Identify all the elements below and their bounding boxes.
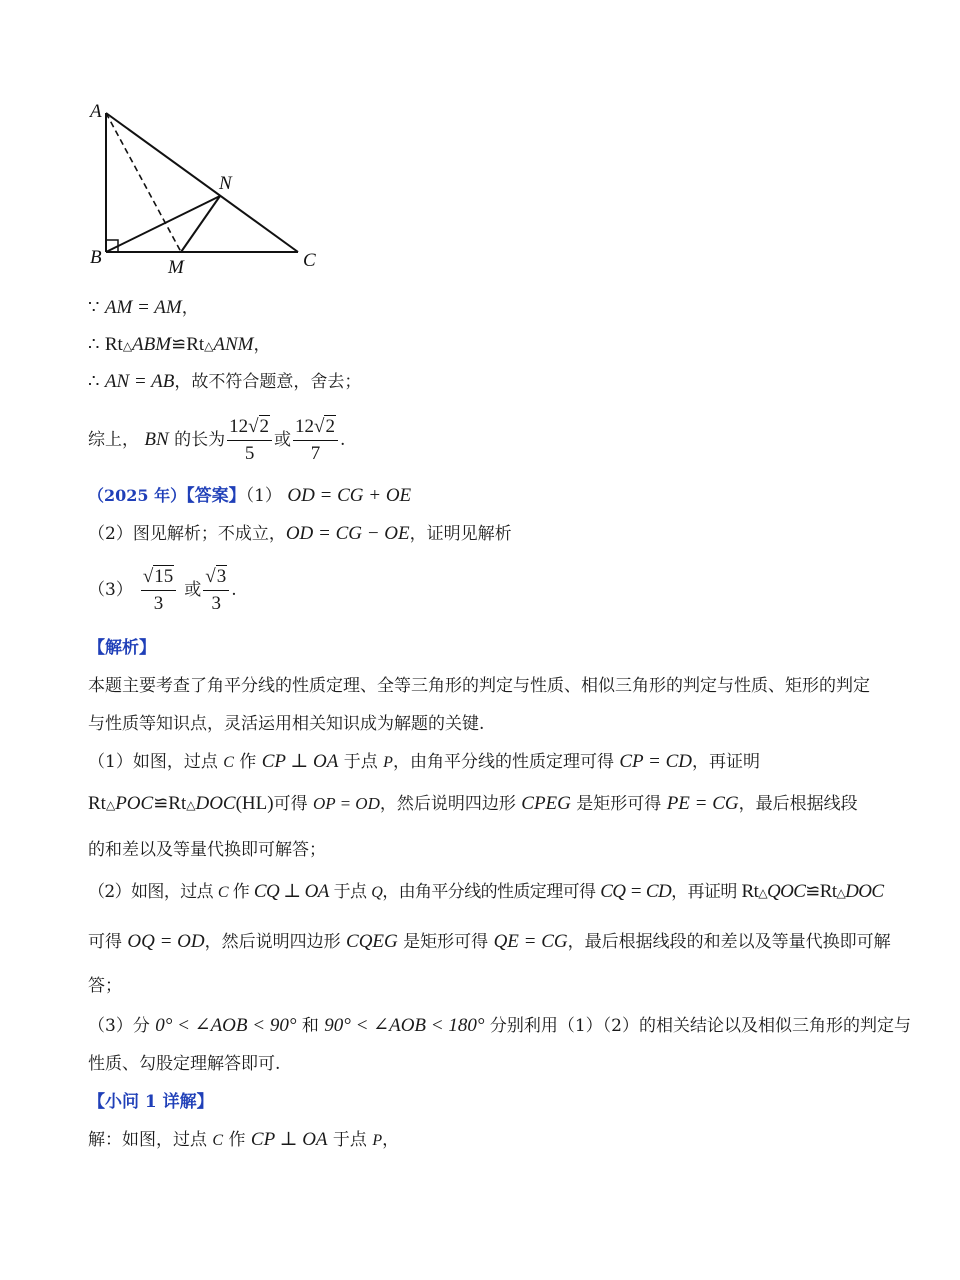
point: C <box>217 884 228 901</box>
radicand: 3 <box>216 565 227 587</box>
point: Q <box>371 884 383 901</box>
segment-AM-dashed <box>106 113 181 252</box>
punct: ， <box>253 335 271 355</box>
analysis-part-2 <box>88 880 884 905</box>
segment-AC <box>106 113 298 252</box>
part-label: （1） <box>245 486 282 506</box>
label-M: M <box>168 257 184 278</box>
sqrt-icon: √ <box>205 565 216 587</box>
sqrt-icon: √ <box>248 415 259 437</box>
equation: AN = AB <box>104 371 175 392</box>
text: ，再证明 <box>692 752 761 772</box>
rt-label: Rt <box>741 881 759 902</box>
text: 于点 <box>328 882 372 902</box>
analysis-part-3 <box>88 1014 911 1038</box>
equation: OD = CG − OE <box>285 523 410 544</box>
text: 可得 <box>88 932 128 952</box>
equation: PE = CG <box>666 793 739 814</box>
radicand: 2 <box>259 415 270 437</box>
segment-BN <box>106 196 220 252</box>
text: 是矩形可得 <box>397 932 494 952</box>
analysis-part-3-end: 性质、勾股定理解答即可. <box>88 1054 281 1074</box>
therefore-symbol: ∴ <box>88 334 100 355</box>
text: （2）如图，过点 <box>88 882 218 902</box>
quad-name: CQEG <box>346 931 398 952</box>
triangle-name: QOC <box>766 881 806 902</box>
congruent-symbol: ≌ <box>805 881 820 902</box>
text: ，再证明 <box>671 882 742 902</box>
therefore-symbol: ∴ <box>88 371 100 392</box>
sqrt-icon: √ <box>314 415 325 437</box>
punct: . <box>231 580 237 600</box>
rt-label: Rt <box>168 793 187 814</box>
text: （3）分 <box>88 1016 156 1036</box>
text: 综上， <box>88 430 139 450</box>
equation: CQ ⊥ OA <box>253 881 329 902</box>
label-B: B <box>90 247 102 268</box>
equation: OP = OD <box>312 794 380 813</box>
answer-tag: 【答案】 <box>186 486 246 506</box>
inequality: 0° < ∠AOB < 90° <box>155 1015 297 1036</box>
answer-line <box>88 484 411 508</box>
text: 分别利用（1）（2）的相关结论以及相似三角形的判定与 <box>484 1016 911 1036</box>
punct: ， <box>181 298 199 318</box>
congruent-symbol: ≌ <box>153 793 169 814</box>
label-N: N <box>219 173 232 194</box>
fraction-1 <box>227 415 272 467</box>
triangle-name: ABM <box>132 334 172 355</box>
geometry-figure <box>80 95 340 285</box>
equation: OD = CG + OE <box>287 485 412 506</box>
fraction-1 <box>141 565 176 617</box>
because-symbol: ∵ <box>88 297 100 318</box>
equation: CP ⊥ OA <box>261 751 339 772</box>
analysis-part-1-end: 的和差以及等量代换即可解答； <box>88 840 326 860</box>
text: 作 <box>227 882 254 902</box>
text: （1）如图，过点 <box>88 752 224 772</box>
text: ， <box>382 1130 400 1150</box>
point: P <box>383 754 393 771</box>
equation: AM = AM <box>104 297 182 318</box>
analysis-paragraph-2: 与性质等知识点，灵活运用相关知识成为解题的关键. <box>88 714 485 734</box>
text: 图见解析；不成立， <box>132 524 286 544</box>
segment-MN <box>181 196 220 252</box>
proof-line-1 <box>88 296 199 320</box>
fraction-2 <box>293 415 338 467</box>
text: 于点 <box>327 1130 373 1150</box>
text: ，故不符合题意，舍去； <box>174 372 362 392</box>
triangle-icon: △ <box>122 339 133 353</box>
equation: OQ = OD <box>127 931 205 952</box>
denominator: 5 <box>244 442 255 464</box>
text: ，然后说明四边形 <box>204 932 347 952</box>
triangle-name: ANM <box>213 334 254 355</box>
rt-label: Rt <box>186 334 205 355</box>
inequality: 90° < ∠AOB < 180° <box>324 1015 485 1036</box>
text: 解：如图，过点 <box>88 1130 213 1150</box>
equation: QE = CG <box>493 931 568 952</box>
text: 或 <box>184 580 202 600</box>
rt-label: Rt <box>819 881 837 902</box>
triangle-icon: △ <box>836 886 846 900</box>
text: 的长为 <box>174 430 226 450</box>
analysis-heading: 【解析】 <box>88 638 156 658</box>
solution-line-1 <box>88 1128 399 1153</box>
analysis-paragraph-1: 本题主要考查了角平分线的性质定理、全等三角形的判定与性质、相似三角形的判定与性质、矩形的判定 <box>88 676 870 696</box>
triangle-icon: △ <box>186 798 196 812</box>
equation: CP ⊥ OA <box>250 1129 328 1150</box>
coef: 12 <box>295 415 315 437</box>
triangle-name: DOC <box>195 793 236 814</box>
denominator: 3 <box>211 592 221 614</box>
text: ，然后说明四边形 <box>379 794 522 814</box>
triangle-name: DOC <box>845 881 884 902</box>
label-A: A <box>90 101 102 122</box>
triangle-icon: △ <box>105 798 116 812</box>
text: 和 <box>296 1016 325 1036</box>
equation: CP = CD <box>619 751 693 772</box>
punct: . <box>339 430 346 450</box>
fraction-2 <box>203 565 229 617</box>
triangle-icon: △ <box>758 886 767 900</box>
text: ，由角平分线的性质定理可得 <box>392 752 620 772</box>
proof-line-3 <box>88 370 361 394</box>
equation: CQ = CD <box>600 881 672 902</box>
text: ，最后根据线段 <box>738 794 858 814</box>
part-label: （3） <box>88 580 133 600</box>
sqrt-icon: √ <box>142 565 154 587</box>
conclusion-line <box>88 414 345 467</box>
rt-label: Rt <box>88 793 106 814</box>
analysis-part-2-cont <box>88 930 891 954</box>
text: 作 <box>223 1130 251 1150</box>
text: 作 <box>233 752 262 772</box>
answer-part-2 <box>88 522 512 546</box>
year-tag: （2025 年） <box>88 486 187 505</box>
denominator: 7 <box>310 442 321 464</box>
text: ，证明见解析 <box>409 524 512 544</box>
text: ，由角平分线的性质定理可得 <box>382 882 601 902</box>
analysis-part-1 <box>88 750 760 775</box>
sub-question-1-heading: 【小问 1 详解】 <box>88 1092 214 1112</box>
answer-part-3 <box>88 564 237 617</box>
rt-label: Rt <box>104 334 123 355</box>
point: C <box>223 754 234 771</box>
text: 可得 <box>273 794 313 814</box>
radicand: 2 <box>325 415 335 437</box>
hl-label: (HL) <box>235 793 274 814</box>
text: 于点 <box>338 752 384 772</box>
text: 是矩形可得 <box>570 794 667 814</box>
variable: BN <box>144 429 169 450</box>
analysis-part-1-cont <box>88 792 858 817</box>
coef: 12 <box>229 415 249 437</box>
denominator: 3 <box>153 592 164 614</box>
proof-line-2 <box>88 333 270 358</box>
congruent-symbol: ≌ <box>171 334 187 355</box>
point: C <box>212 1132 224 1149</box>
triangle-icon: △ <box>204 339 214 353</box>
radicand: 15 <box>154 565 174 587</box>
analysis-part-2-end: 答； <box>88 976 122 996</box>
point: P <box>372 1132 383 1149</box>
text: 或 <box>274 430 292 450</box>
part-label: （2） <box>88 524 133 544</box>
quad-name: CPEG <box>521 793 571 814</box>
text: ，最后根据线段的和差以及等量代换即可解 <box>567 932 891 952</box>
triangle-name: POC <box>115 793 154 814</box>
label-C: C <box>303 250 316 271</box>
